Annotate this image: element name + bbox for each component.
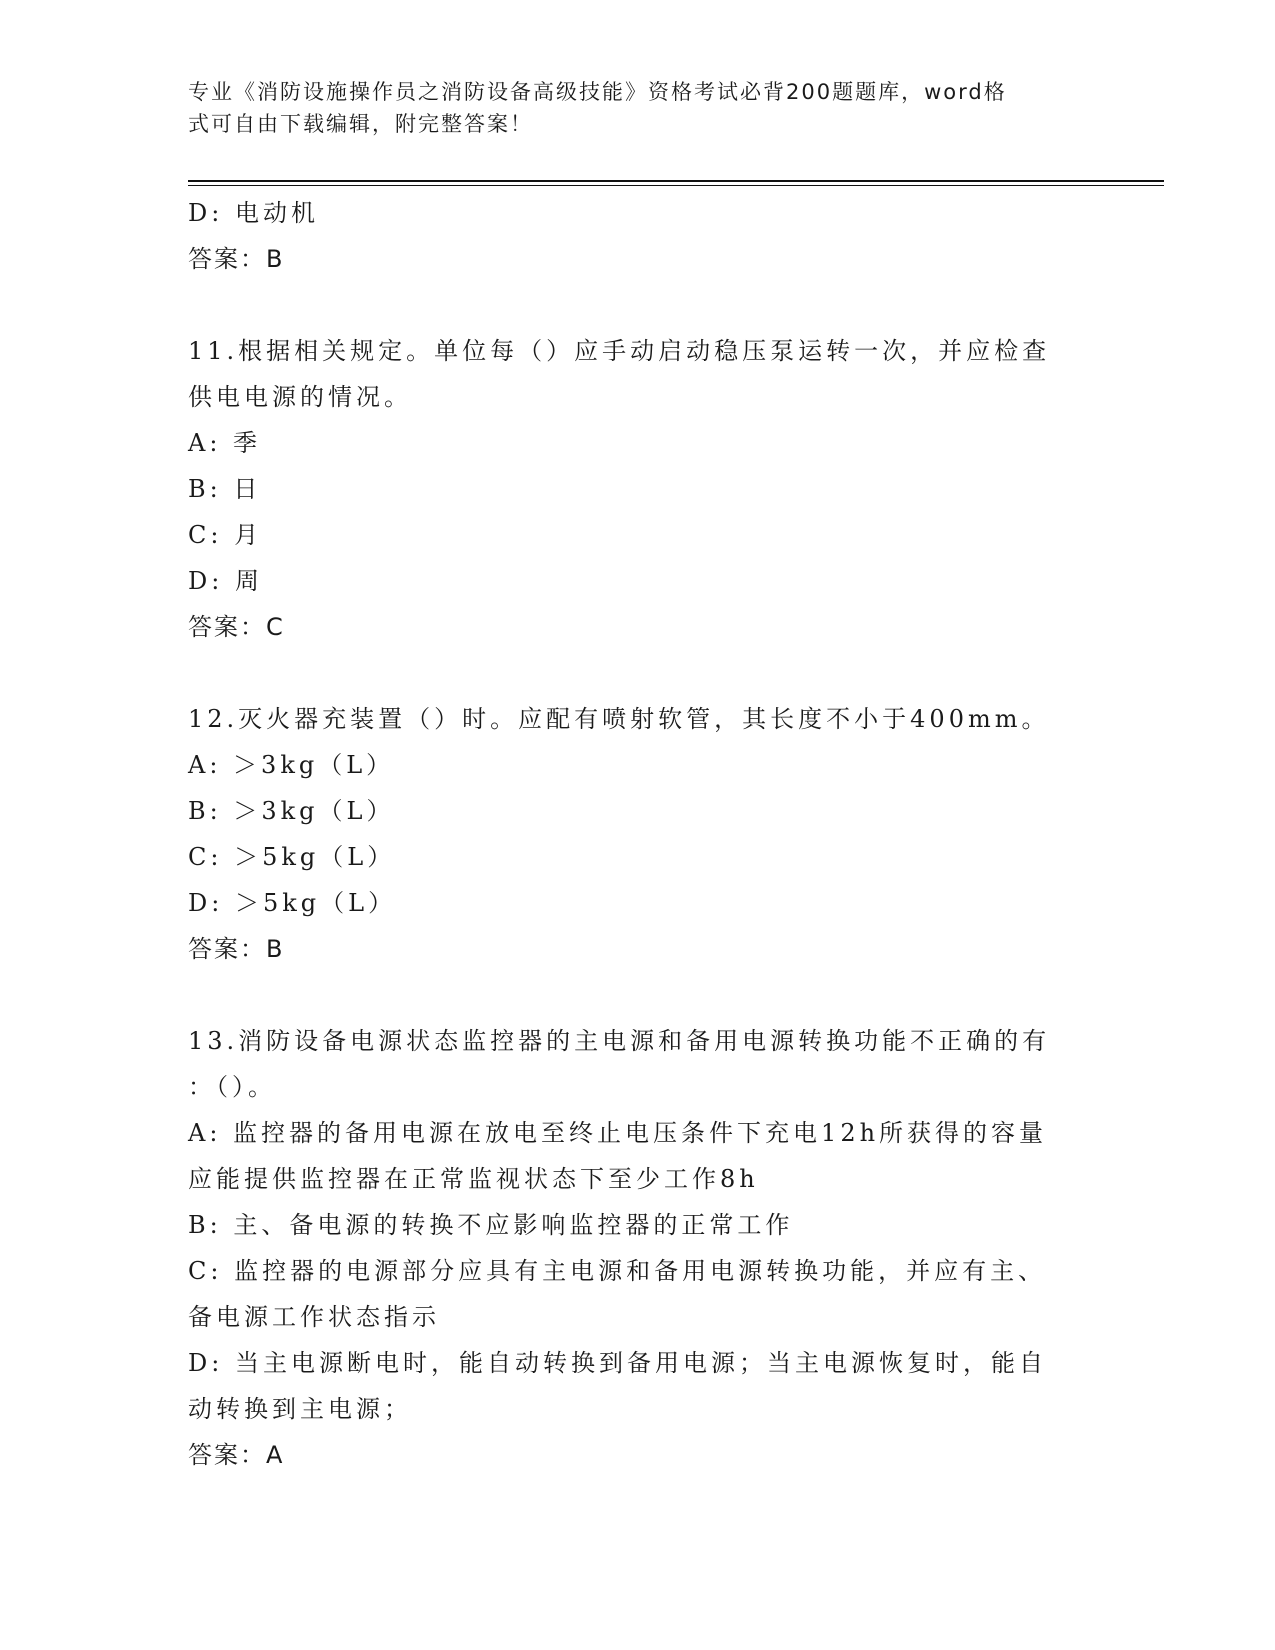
question-spacer	[188, 650, 1088, 696]
option-c-continued: 备电源工作状态指示	[188, 1303, 440, 1331]
header-rule-thick	[188, 180, 1164, 182]
option-b: B: 主、备电源的转换不应影响监控器的正常工作	[188, 1211, 794, 1239]
question-13	[188, 1018, 1088, 1478]
answer-line: 答案：A	[188, 1441, 285, 1469]
option-d: D: 当主电源断电时，能自动转换到备用电源；当主电源恢复时，能自	[188, 1349, 1047, 1377]
option-c: C: 监控器的电源部分应具有主电源和备用电源转换功能，并应有主、	[188, 1257, 1047, 1285]
question-stem: ：（）。	[188, 1073, 276, 1101]
question-list	[188, 190, 1088, 1478]
answer-line: 答案：C	[188, 613, 285, 641]
option-c: C: 月	[188, 521, 263, 549]
question-spacer	[188, 972, 1088, 1018]
option-b: B: ＞3kg（L）	[188, 797, 395, 825]
header-line-2: 式可自由下载编辑，附完整答案！	[188, 112, 533, 136]
question-stem: 供电电源的情况。	[188, 383, 412, 411]
question-12	[188, 696, 1088, 972]
question-stem: 12.灭火器充装置（）时。应配有喷射软管，其长度不小于400mm。	[188, 705, 1050, 733]
header-rule-thin	[188, 185, 1164, 186]
option-a-continued: 应能提供监控器在正常监视状态下至少工作8h	[188, 1165, 759, 1193]
option-c: C: ＞5kg（L）	[188, 843, 396, 871]
option-d: D: 周	[188, 567, 263, 595]
question-11	[188, 328, 1088, 650]
question-stem: 11.根据相关规定。单位每（）应手动启动稳压泵运转一次，并应检查	[188, 337, 1051, 365]
page-header	[188, 76, 1068, 140]
question-stem: 13.消防设备电源状态监控器的主电源和备用电源转换功能不正确的有	[188, 1027, 1051, 1055]
option-a: A: ＞3kg（L）	[188, 751, 395, 779]
answer-line: 答案：B	[188, 245, 285, 273]
answer-line: 答案：B	[188, 935, 285, 963]
option-d-continued: 动转换到主电源；	[188, 1395, 412, 1423]
option-a: A: 监控器的备用电源在放电至终止电压条件下充电12h所获得的容量	[188, 1119, 1048, 1147]
option-d: D: ＞5kg（L）	[188, 889, 397, 917]
option-b: B: 日	[188, 475, 262, 503]
option-d: D: 电动机	[188, 199, 319, 227]
option-a: A: 季	[188, 429, 262, 457]
question-spacer	[188, 282, 1088, 328]
header-line-1: 专业《消防设施操作员之消防设备高级技能》资格考试必背200题题库，word格	[188, 80, 1007, 104]
